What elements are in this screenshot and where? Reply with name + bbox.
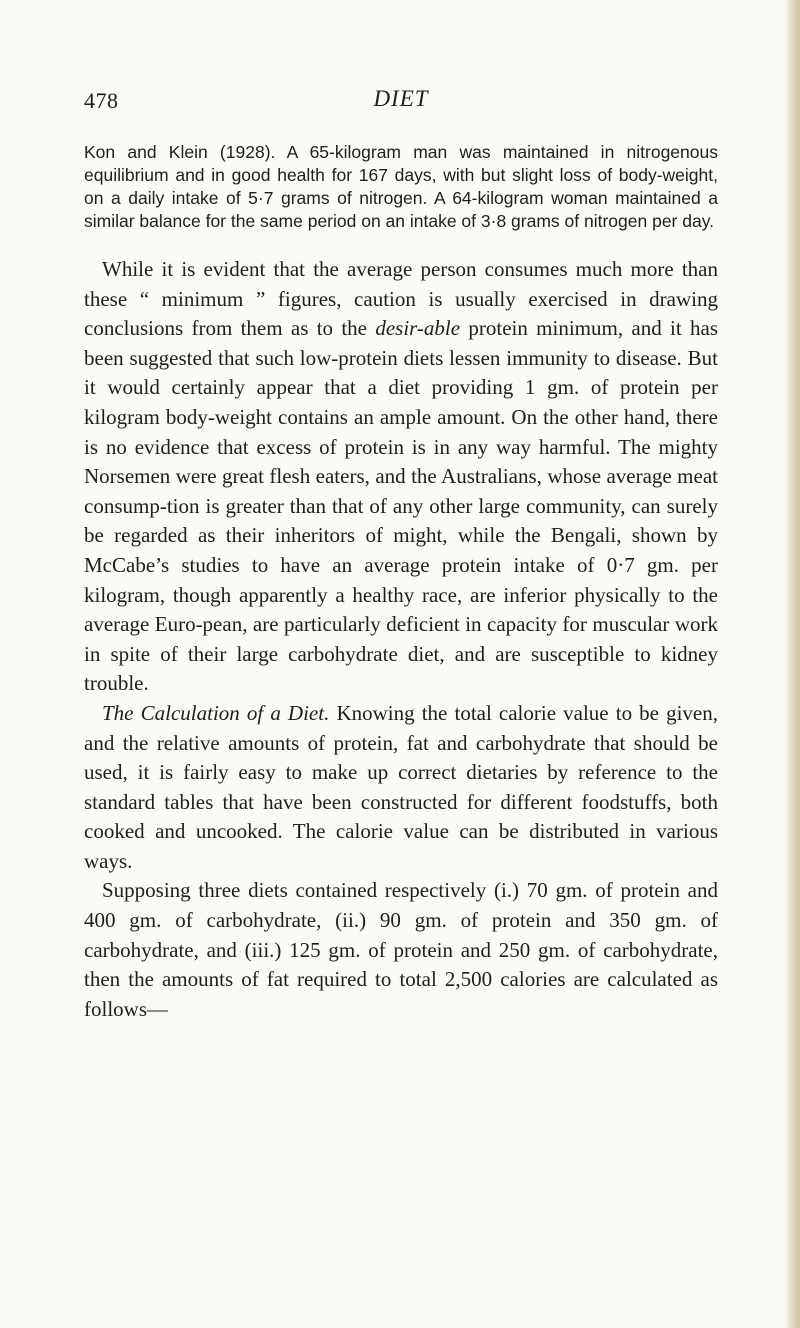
book-page bbox=[84, 88, 718, 1024]
paragraph-protein-minimum-text-b: protein minimum, and it has been suggested that such low-protein diets lessen immunity to disease. But it would certainly appear that a diet providing 1 gm. of protein per kilogram body-weight contains an ample amount. On the other hand, there is no evidence that excess of protein is in any way harmful. The mighty Norsemen were great flesh eaters, and the Australians, whose average meat consump-tion is greater than that of any other large community, can surely be regarded as their inheritors of might, while the Bengali, shown by McCabe’s studies to have an average protein intake of 0·7 gm. per kilogram, though apparently a healthy race, are inferior physically to the average Euro-pean, are particularly deficient in capacity for muscular work in spite of their large carbohydrate diet, and are susceptible to kidney trouble. bbox=[84, 316, 719, 696]
page-edge-shadow bbox=[784, 0, 800, 1328]
paragraph-protein-minimum-text-a: While it is evident that the average person consumes much more than these “ minimum ” figures, caution is usually exercised in drawing conclusions from them as to the bbox=[84, 257, 718, 341]
page-header bbox=[84, 88, 718, 122]
emphasis-desirable: desir-able bbox=[375, 316, 461, 341]
section-heading-calculation: The Calculation of a Diet. bbox=[102, 700, 330, 725]
running-title: DIET bbox=[373, 86, 429, 111]
paragraph-calculation-text: Knowing the total calorie value to be given, and the relative amounts of protein, fat and carbohydrate that should be used, it is fairly easy to make up correct dietaries by reference to the standard tables that have been constructed for different foodstuffs, both cooked and uncooked. The calorie value can be distributed in various ways. bbox=[84, 700, 719, 873]
paragraph-protein-minimum bbox=[84, 255, 718, 699]
paragraph-calculation bbox=[84, 699, 718, 877]
paragraph-three-diets: Supposing three diets contained respectively (i.) 70 gm. of protein and 400 gm. of carbohydrate, (ii.) 90 gm. of protein and 350 gm. of carbohydrate, and (iii.) 125 gm. of protein and 250 gm. of carbohydrate, then the amounts of fat required to total 2,500 calories are calculated as follows— bbox=[84, 878, 718, 1021]
paragraph-kon-klein: Kon and Klein (1928). A 65-kilogram man was maintained in nitrogenous equilibrium and in good health for 167 days, with but slight loss of body-weight, on a daily intake of 5·7 grams of nitrogen. A 64-kilogram woman maintained a similar balance for the same period on an intake of 3·8 grams of nitrogen per day. bbox=[84, 142, 718, 231]
page-number: 478 bbox=[84, 88, 119, 113]
